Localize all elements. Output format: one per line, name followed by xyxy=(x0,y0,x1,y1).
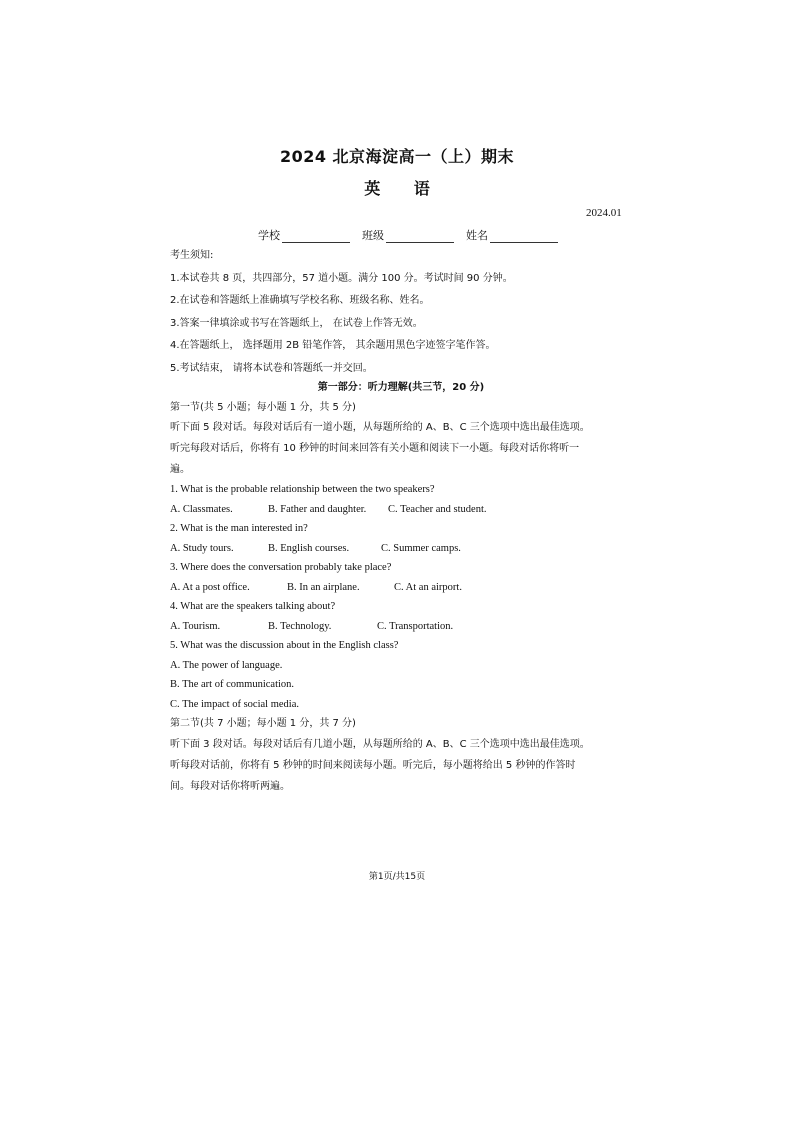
question-3: 3. Where does the conversation probably take place? xyxy=(170,562,392,573)
option-c[interactable]: C. Transportation. xyxy=(377,620,454,632)
page-number: 第1页/共15页 xyxy=(368,872,426,882)
school-field[interactable] xyxy=(258,227,350,243)
question-4-options xyxy=(170,617,632,637)
option-a[interactable]: A. Study tours. xyxy=(170,542,234,554)
name-blank[interactable] xyxy=(490,230,558,243)
option-b[interactable]: B. In an airplane. xyxy=(287,581,360,593)
name-label: 姓名 xyxy=(466,229,488,242)
section2-instructions xyxy=(170,734,632,797)
instruction-line: 间。每段对话你将听两遍。 xyxy=(170,780,290,792)
notice-item: 3.答案一律填涂或书写在答题纸上， 在试卷上作答无效。 xyxy=(170,317,423,329)
option-a[interactable]: A. Tourism. xyxy=(170,620,221,632)
question-3-options xyxy=(170,578,632,598)
option-a[interactable]: A. At a post office. xyxy=(170,581,250,593)
exam-content xyxy=(170,248,632,797)
name-field[interactable] xyxy=(466,227,558,243)
notice-item: 4.在答题纸上， 选择题用 2B 铅笔作答， 其余题用黑色字迹签字笔作答。 xyxy=(170,340,496,351)
class-label: 班级 xyxy=(362,229,384,242)
question-4: 4. What are the speakers talking about? xyxy=(170,601,336,612)
exam-date: 2024.01 xyxy=(586,207,622,219)
option-c[interactable]: C. The impact of social media. xyxy=(170,698,299,710)
option-b[interactable]: B. English courses. xyxy=(268,542,350,554)
option-b[interactable]: B. Technology. xyxy=(268,620,332,632)
exam-title: 2024 北京海淀高一（上）期末 xyxy=(279,147,515,166)
instruction-line: 遍。 xyxy=(170,464,190,475)
question-1-options xyxy=(170,500,632,520)
option-b[interactable]: B. Father and daughter. xyxy=(268,503,367,515)
instruction-line: 听每段对话前，你将有 5 秒钟的时间来阅读每小题。听完后，每小题将给出 5 秒钟的作答时 xyxy=(170,759,576,771)
notice-item: 2.在试卷和答题纸上准确填写学校名称、班级名称、姓名。 xyxy=(170,295,430,306)
student-info-fields xyxy=(258,227,558,243)
option-c[interactable]: C. Teacher and student. xyxy=(388,503,487,515)
section1-instructions xyxy=(170,417,632,480)
question-2: 2. What is the man interested in? xyxy=(170,523,308,534)
option-b[interactable]: B. The art of communication. xyxy=(170,679,295,690)
notice-item: 5.考试结束， 请将本试卷和答题纸一并交回。 xyxy=(170,362,373,374)
school-label: 学校 xyxy=(258,229,280,242)
notice-heading: 考生须知: xyxy=(170,250,214,261)
option-a[interactable]: A. Classmates. xyxy=(170,503,233,515)
school-blank[interactable] xyxy=(282,230,350,243)
class-field[interactable] xyxy=(362,227,454,243)
class-blank[interactable] xyxy=(386,230,454,243)
instruction-line: 听下面 5 段对话。每段对话后有一道小题，从每题所给的 A、B、C 三个选项中选出最佳选项。 xyxy=(170,422,590,433)
notice-item: 1.本试卷共 8 页，共四部分，57 道小题。满分 100 分。考试时间 90 分钟。 xyxy=(170,272,513,284)
option-a[interactable]: A. The power of language. xyxy=(170,659,283,671)
section1-heading: 第一节(共 5 小题；每小题 1 分，共 5 分) xyxy=(170,401,356,413)
option-c[interactable]: C. Summer camps. xyxy=(381,542,461,554)
question-2-options xyxy=(170,539,632,559)
part1-heading: 第一部分：听力理解(共三节，20 分) xyxy=(317,382,485,393)
option-c[interactable]: C. At an airport. xyxy=(394,581,462,593)
question-5: 5. What was the discussion about in the English class? xyxy=(170,640,399,651)
section2-heading: 第二节(共 7 小题；每小题 1 分，共 7 分) xyxy=(170,718,356,729)
instruction-line: 听完每段对话后，你将有 10 秒钟的时间来回答有关小题和阅读下一小题。每段对话你将听一 xyxy=(170,443,580,454)
question-1: 1. What is the probable relationship between the two speakers? xyxy=(170,484,435,495)
exam-subject: 英 语 xyxy=(364,179,430,198)
instruction-line: 听下面 3 段对话。每段对话后有几道小题，从每题所给的 A、B、C 三个选项中选出最佳选项。 xyxy=(170,738,590,750)
